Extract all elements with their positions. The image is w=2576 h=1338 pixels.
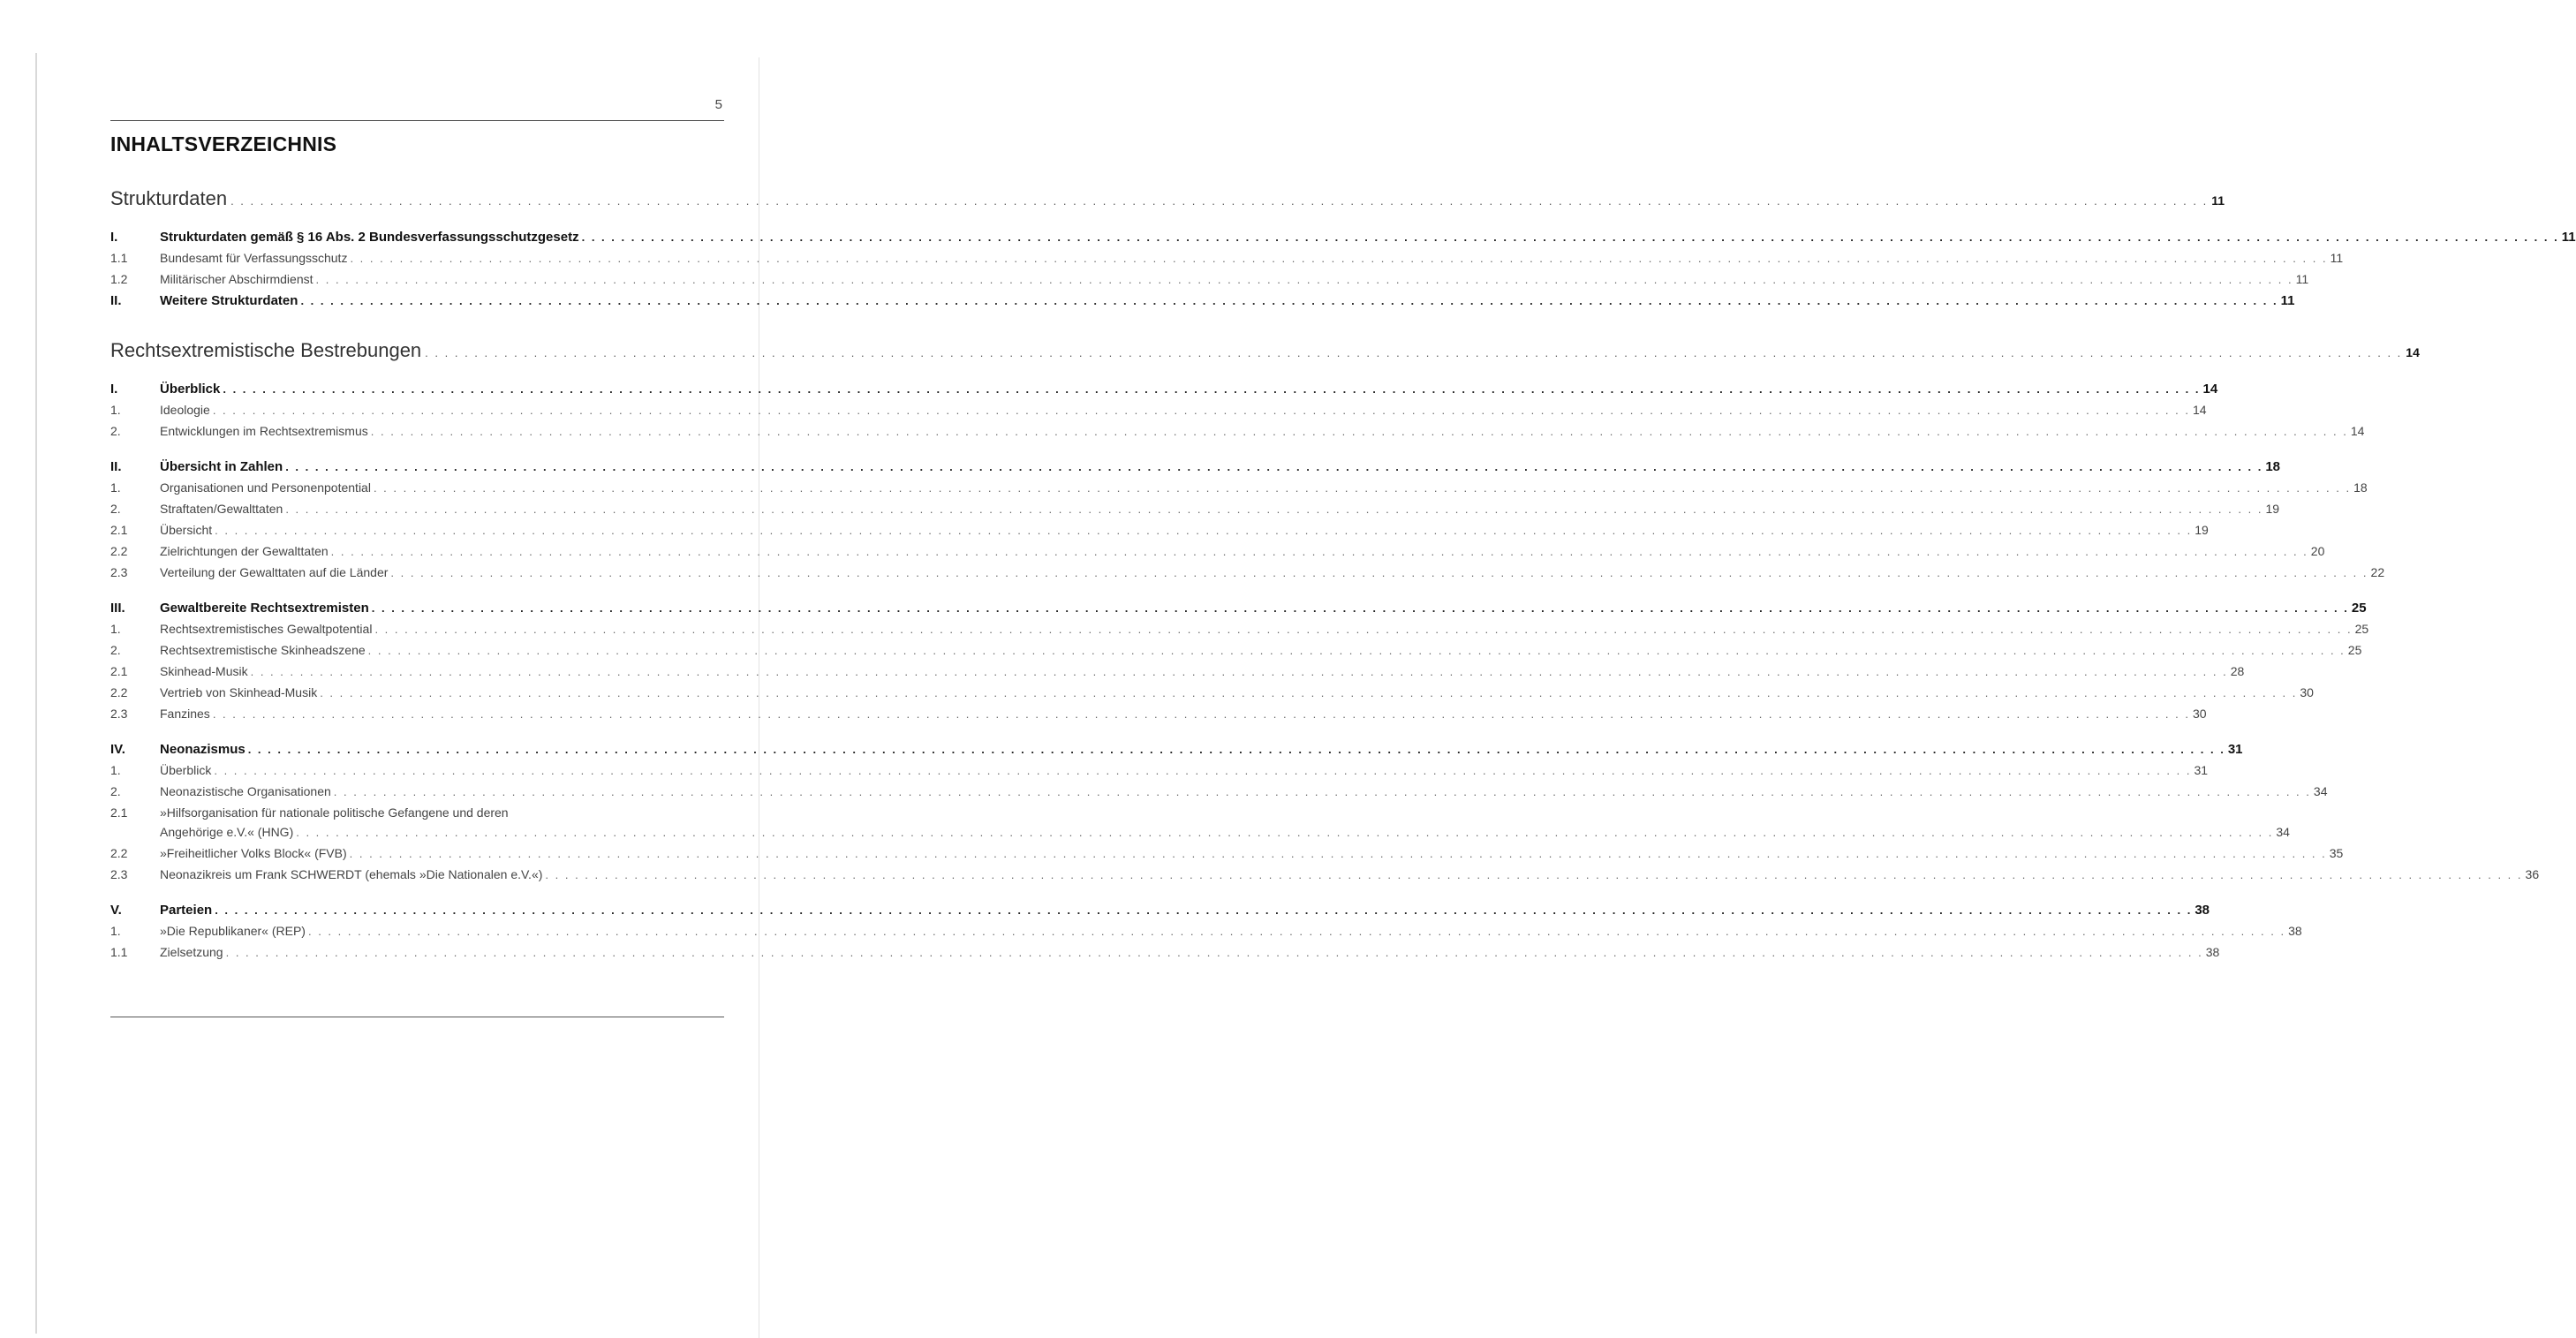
dot-leader: . . . . . . . . . . . . . . . . . . . . . . . . . . . . . . . . . . . . . . . . . . . . . . . . . . . . . . . . . . . . . . . . . . . . . . . . . . . . . . . . . . . . . . . . . . . . . . . . . . . . . . . . . . . . . . . . . . . . . . . . . . . . . . . . . . . . . . . . . . . . . . . . . . . . . . . . . . . . . . . . . . . . . . . . . . . . . . . . . . . . . . . . . . . . . . . . . . . . . . . . [374,623,2353,636]
dot-leader: . . . . . . . . . . . . . . . . . . . . . . . . . . . . . . . . . . . . . . . . . . . . . . . . . . . . . . . . . . . . . . . . . . . . . . . . . . . . . . . . . . . . . . . . . . . . . . . . . . . . . . . . . . . . . . . . . . . . . . . . . . . . . . . . . . . . . . . . . . . . . . . . . . . . . . . . . . . . . . . . . . . . . . . . . . . . . . . . . . . . . . . . . . . . . . . . . . . . . . . . [285,503,2263,516]
entry-page-number: 25 [2354,622,2369,636]
toc-chapter-entry[interactable] [110,742,2243,763]
entry-label: Neonazismus [160,742,246,757]
toc-entry[interactable] [110,544,2325,565]
dot-leader: . . . . . . . . . . . . . . . . . . . . . . . . . . . . . . . . . . . . . . . . . . . . . . . . . . . . . . . . . . . . . . . . . . . . . . . . . . . . . . . . . . . . . . . . . . . . . . . . . . . . . . . . . . . . . . . . . . . . . . . . . . . . . . . . . . . . . . . . . . . . . . . . . . . . . . . . . . . . . . . . . . . . . . . . . . . . . . . . . . . . . . . . . . . . . . . . . . . . . . . . [212,707,2190,721]
toc-chapter-entry[interactable] [110,903,2210,924]
entry-label: Straftaten/Gewalttaten [160,502,283,516]
entry-label: Ideologie [160,403,210,417]
toc-chapter-entry[interactable] [110,293,2295,314]
entry-number: 2. [110,502,121,516]
page-title: INHALTSVERZEICHNIS [110,132,337,155]
dot-leader: . . . . . . . . . . . . . . . . . . . . . . . . . . . . . . . . . . . . . . . . . . . . . . . . . . . . . . . . . . . . . . . . . . . . . . . . . . . . . . . . . . . . . . . . . . . . . . . . . . . . . . . . . . . . . . . . . . . . . . . . . . . . . . . . . . . . . . . . . . . . . . . . . . . . . . . . . . . . . . . . . . . . . . . . . . . . . . . . . . . . . . . . . . . . . . . . . . . . . . . . [349,847,2327,860]
toc-chapter-entry[interactable] [110,601,2367,622]
entry-label: Skinhead-Musik [160,664,248,678]
entry-page-number: 11 [2561,230,2576,245]
toc-entry-continuation[interactable] [110,825,2290,846]
toc-chapter-entry[interactable] [110,230,2576,251]
dot-leader: . . . . . . . . . . . . . . . . . . . . . . . . . . . . . . . . . . . . . . . . . . . . . . . . . . . . . . . . . . . . . . . . . . . . . . . . . . . . . . . . . . . . . . . . . . . . . . . . . . . . . . . . . . . . . . . . . . . . . . . . . . . . . . . . . . . . . . . . . . . . . . . . . . . . . . . . . . . . . . . . . . . . . . . . . . . . . . . . . . . . . . . . . . . . . . . . . . . . . . . . [223,382,2201,396]
entry-page-number: 14 [2350,424,2365,438]
toc-group [110,459,2385,586]
entry-number: 2.3 [110,707,128,721]
table-of-contents [110,187,2576,966]
entry-label: Neonazikreis um Frank SCHWERDT (ehemals »Die Nationalen e.V.«) [160,867,543,881]
entry-page-number: 11 [2330,251,2344,265]
entry-number: 1. [110,763,121,777]
entry-label: Überblick [160,382,221,397]
entry-page-number: 30 [2300,685,2314,699]
section-page-number: 14 [2406,345,2420,359]
entry-number: 2.2 [110,685,128,699]
entry-number: IV. [110,742,125,757]
entry-number: III. [110,601,125,616]
entry-label: Neonazistische Organisationen [160,784,331,798]
entry-number: 2.1 [110,664,128,678]
toc-group [110,382,2365,445]
entry-label: »Hilfsorganisation für nationale politische Gefangene und deren [160,805,509,820]
dot-leader: . . . . . . . . . . . . . . . . . . . . . . . . . . . . . . . . . . . . . . . . . . . . . . . . . . . . . . . . . . . . . . . . . . . . . . . . . . . . . . . . . . . . . . . . . . . . . . . . . . . . . . . . . . . . . . . . . . . . . . . . . . . . . . . . . . . . . . . . . . . . . . . . . . . . . . . . . . . . . . . . . . . . . . . . . . . . . . . . . . . . . . . . . . . . . . . . . . . . . . . . [215,903,2193,917]
entry-number: 2.1 [110,523,128,537]
entry-page-number: 36 [2525,867,2540,881]
dot-leader: . . . . . . . . . . . . . . . . . . . . . . . . . . . . . . . . . . . . . . . . . . . . . . . . . . . . . . . . . . . . . . . . . . . . . . . . . . . . . . . . . . . . . . . . . . . . . . . . . . . . . . . . . . . . . . . . . . . . . . . . . . . . . . . . . . . . . . . . . . . . . . . . . . . . . . . . . . . . . . . . . . . . . . . . . . . . . . . . . . . . . . . . . . . . . . . . . . . . . . . . [212,404,2190,417]
entry-label: Bundesamt für Verfassungsschutz [160,251,348,265]
toc-section-heading[interactable] [110,339,2420,362]
entry-label: Übersicht in Zahlen [160,459,283,474]
toc-group [110,601,2369,728]
toc-entry[interactable] [110,251,2344,272]
dot-leader: . . . . . . . . . . . . . . . . . . . . . . . . . . . . . . . . . . . . . . . . . . . . . . . . . . . . . . . . . . . . . . . . . . . . . . . . . . . . . . . . . . . . . . . . . . . . . . . . . . . . . . . . . . . . . . . . . . . . . . . . . . . . . . . . . . . . . . . . . . . . . . . . . . . . . . . . . . . . . . . . . . . . . . . . . . . . . . . . . . . . . . . . . . . . . . . . . . . . . . . . [545,868,2523,881]
toc-entry[interactable] [110,403,2207,424]
entry-page-number: 22 [2370,565,2385,579]
entry-number: 2.1 [110,805,128,820]
toc-entry[interactable] [110,502,2280,523]
entry-number: 1. [110,480,121,495]
dot-leader: . . . . . . . . . . . . . . . . . . . . . . . . . . . . . . . . . . . . . . . . . . . . . . . . . . . . . . . . . . . . . . . . . . . . . . . . . . . . . . . . . . . . . . . . . . . . . . . . . . . . . . . . . . . . . . . . . . . . . . . . . . . . . . . . . . . . . . . . . . . . . . . . . . . . . . . . . . . . . . . . . . . . . . . . . . . . . . . . . . . . . . . . . . . . . . . . . . . . . . . . [285,460,2263,473]
dot-leader: . . . . . . . . . . . . . . . . . . . . . . . . . . . . . . . . . . . . . . . . . . . . . . . . . . . . . . . . . . . . . . . . . . . . . . . . . . . . . . . . . . . . . . . . . . . . . . . . . . . . . . . . . . . . . . . . . . . . . . . . . . . . . . . . . . . . . . . . . . . . . . . . . . . . . . . . . . . . . . . . . . . . . . . . . . . . . . . . . . . . . . . . . . . . . . . . . . . . . . . . [250,665,2228,678]
entry-label: Rechtsextremistisches Gewaltpotential [160,622,373,636]
dot-leader: . . . . . . . . . . . . . . . . . . . . . . . . . . . . . . . . . . . . . . . . . . . . . . . . . . . . . . . . . . . . . . . . . . . . . . . . . . . . . . . . . . . . . . . . . . . . . . . . . . . . . . . . . . . . . . . . . . . . . . . . . . . . . . . . . . . . . . . . . . . . . . . . . . . . . . . . . . . . . . . . . . . . . . . . . . . . . . . . . . . . . . . . . . . . . . . . . . . . . . . . [247,743,2225,756]
toc-entry[interactable] [110,664,2245,685]
dot-leader: . . . . . . . . . . . . . . . . . . . . . . . . . . . . . . . . . . . . . . . . . . . . . . . . . . . . . . . . . . . . . . . . . . . . . . . . . . . . . . . . . . . . . . . . . . . . . . . . . . . . . . . . . . . . . . . . . . . . . . . . . . . . . . . . . . . . . . . . . . . . . . . . . . . . . . . . . . . . . . . . . . . . . . . . . . . . . . . . . . . . . . . . . . . . . . . . . . . . . . . . [371,601,2349,615]
entry-number: 2.2 [110,544,128,558]
toc-entry[interactable] [110,805,724,825]
toc-entry[interactable] [110,763,2209,784]
entry-page-number: 34 [2313,784,2328,798]
toc-entry[interactable] [110,945,2220,966]
dot-leader: . . . . . . . . . . . . . . . . . . . . . . . . . . . . . . . . . . . . . . . . . . . . . . . . . . . . . . . . . . . . . . . . . . . . . . . . . . . . . . . . . . . . . . . . . . . . . . . . . . . . . . . . . . . . . . . . . . . . . . . . . . . . . . . . . . . . . . . . . . . . . . . . . . . . . . . . . . . . . . . . . . . . . . . . . . . . . . . . . . . . . . . . . . . . . . . . . . . . . . . . [230,194,2209,208]
entry-page-number: 25 [2351,601,2367,616]
entry-page-number: 30 [2192,707,2207,721]
dot-leader: . . . . . . . . . . . . . . . . . . . . . . . . . . . . . . . . . . . . . . . . . . . . . . . . . . . . . . . . . . . . . . . . . . . . . . . . . . . . . . . . . . . . . . . . . . . . . . . . . . . . . . . . . . . . . . . . . . . . . . . . . . . . . . . . . . . . . . . . . . . . . . . . . . . . . . . . . . . . . . . . . . . . . . . . . . . . . . . . . . . . . . . . . . . . . . . . . . . . . . . . [370,425,2348,438]
entry-number: 2. [110,643,121,657]
entry-number: 2. [110,784,121,798]
entry-page-number: 14 [2192,403,2207,417]
dot-leader: . . . . . . . . . . . . . . . . . . . . . . . . . . . . . . . . . . . . . . . . . . . . . . . . . . . . . . . . . . . . . . . . . . . . . . . . . . . . . . . . . . . . . . . . . . . . . . . . . . . . . . . . . . . . . . . . . . . . . . . . . . . . . . . . . . . . . . . . . . . . . . . . . . . . . . . . . . . . . . . . . . . . . . . . . . . . . . . . . . . . . . . . . . . . . . . . . . . . . . . . [296,826,2274,839]
toc-entry[interactable] [110,784,2328,805]
dot-leader: . . . . . . . . . . . . . . . . . . . . . . . . . . . . . . . . . . . . . . . . . . . . . . . . . . . . . . . . . . . . . . . . . . . . . . . . . . . . . . . . . . . . . . . . . . . . . . . . . . . . . . . . . . . . . . . . . . . . . . . . . . . . . . . . . . . . . . . . . . . . . . . . . . . . . . . . . . . . . . . . . . . . . . . . . . . . . . . . . . . . . . . . . . . . . . . . . . . . . . . . [350,252,2328,265]
toc-section-heading[interactable] [110,187,2225,210]
entry-page-number: 28 [2230,664,2245,678]
toc-chapter-entry[interactable] [110,459,2281,480]
entry-label: Zielrichtungen der Gewalttaten [160,544,329,558]
entry-label: Fanzines [160,707,210,721]
header-rule [110,120,724,121]
entry-page-number: 25 [2347,643,2362,657]
entry-label: Weitere Strukturdaten [160,293,298,308]
entry-label: Gewaltbereite Rechtsextremisten [160,601,369,616]
entry-page-number: 35 [2329,846,2344,860]
entry-number: 2.3 [110,867,128,881]
toc-group [110,903,2302,966]
entry-label: Strukturdaten gemäß § 16 Abs. 2 Bundesverfassungsschutzgesetz [160,230,579,245]
entry-page-number: 19 [2195,523,2209,537]
entry-number: 1.1 [110,945,128,959]
entry-page-number: 19 [2265,502,2280,516]
entry-page-number: 20 [2310,544,2325,558]
entry-number: I. [110,230,118,245]
dot-leader: . . . . . . . . . . . . . . . . . . . . . . . . . . . . . . . . . . . . . . . . . . . . . . . . . . . . . . . . . . . . . . . . . . . . . . . . . . . . . . . . . . . . . . . . . . . . . . . . . . . . . . . . . . . . . . . . . . . . . . . . . . . . . . . . . . . . . . . . . . . . . . . . . . . . . . . . . . . . . . . . . . . . . . . . . . . . . . . . . . . . . . . . . . . . . . . . . . . . . . . . [330,545,2308,558]
dot-leader: . . . . . . . . . . . . . . . . . . . . . . . . . . . . . . . . . . . . . . . . . . . . . . . . . . . . . . . . . . . . . . . . . . . . . . . . . . . . . . . . . . . . . . . . . . . . . . . . . . . . . . . . . . . . . . . . . . . . . . . . . . . . . . . . . . . . . . . . . . . . . . . . . . . . . . . . . . . . . . . . . . . . . . . . . . . . . . . . . . . . . . . . . . . . . . . . . . . . . . . . [581,231,2559,244]
toc-entry[interactable] [110,846,2344,867]
entry-number: 1. [110,924,121,938]
dot-leader: . . . . . . . . . . . . . . . . . . . . . . . . . . . . . . . . . . . . . . . . . . . . . . . . . . . . . . . . . . . . . . . . . . . . . . . . . . . . . . . . . . . . . . . . . . . . . . . . . . . . . . . . . . . . . . . . . . . . . . . . . . . . . . . . . . . . . . . . . . . . . . . . . . . . . . . . . . . . . . . . . . . . . . . . . . . . . . . . . . . . . . . . . . . . . . . . . . . . . . . . [425,346,2403,359]
entry-number: 1. [110,622,121,636]
entry-label: Zielsetzung [160,945,223,959]
entry-label: »Die Republikaner« (REP) [160,924,306,938]
dot-leader: . . . . . . . . . . . . . . . . . . . . . . . . . . . . . . . . . . . . . . . . . . . . . . . . . . . . . . . . . . . . . . . . . . . . . . . . . . . . . . . . . . . . . . . . . . . . . . . . . . . . . . . . . . . . . . . . . . . . . . . . . . . . . . . . . . . . . . . . . . . . . . . . . . . . . . . . . . . . . . . . . . . . . . . . . . . . . . . . . . . . . . . . . . . . . . . . . . . . . . . . [214,764,2192,777]
toc-group [110,742,2540,888]
dot-leader: . . . . . . . . . . . . . . . . . . . . . . . . . . . . . . . . . . . . . . . . . . . . . . . . . . . . . . . . . . . . . . . . . . . . . . . . . . . . . . . . . . . . . . . . . . . . . . . . . . . . . . . . . . . . . . . . . . . . . . . . . . . . . . . . . . . . . . . . . . . . . . . . . . . . . . . . . . . . . . . . . . . . . . . . . . . . . . . . . . . . . . . . . . . . . . . . . . . . . . . . [315,273,2293,286]
entry-label: Parteien [160,903,213,918]
entry-label: Militärischer Abschirmdienst [160,272,314,286]
entry-page-number: 11 [2280,293,2295,308]
toc-entry[interactable] [110,685,2314,707]
entry-page-number: 34 [2276,825,2290,839]
dot-leader: . . . . . . . . . . . . . . . . . . . . . . . . . . . . . . . . . . . . . . . . . . . . . . . . . . . . . . . . . . . . . . . . . . . . . . . . . . . . . . . . . . . . . . . . . . . . . . . . . . . . . . . . . . . . . . . . . . . . . . . . . . . . . . . . . . . . . . . . . . . . . . . . . . . . . . . . . . . . . . . . . . . . . . . . . . . . . . . . . . . . . . . . . . . . . . . . . . . . . . . . [320,686,2298,699]
dot-leader: . . . . . . . . . . . . . . . . . . . . . . . . . . . . . . . . . . . . . . . . . . . . . . . . . . . . . . . . . . . . . . . . . . . . . . . . . . . . . . . . . . . . . . . . . . . . . . . . . . . . . . . . . . . . . . . . . . . . . . . . . . . . . . . . . . . . . . . . . . . . . . . . . . . . . . . . . . . . . . . . . . . . . . . . . . . . . . . . . . . . . . . . . . . . . . . . . . . . . . . . [390,566,2368,579]
toc-entry[interactable] [110,924,2302,945]
toc-entry[interactable] [110,424,2365,445]
entry-number: 2.2 [110,846,128,860]
entry-label-continuation: Angehörige e.V.« (HNG) [160,825,294,839]
dot-leader: . . . . . . . . . . . . . . . . . . . . . . . . . . . . . . . . . . . . . . . . . . . . . . . . . . . . . . . . . . . . . . . . . . . . . . . . . . . . . . . . . . . . . . . . . . . . . . . . . . . . . . . . . . . . . . . . . . . . . . . . . . . . . . . . . . . . . . . . . . . . . . . . . . . . . . . . . . . . . . . . . . . . . . . . . . . . . . . . . . . . . . . . . . . . . . . . . . . . . . . . [367,644,2346,657]
entry-page-number: 18 [2353,480,2368,495]
toc-entry[interactable] [110,480,2368,502]
entry-page-number: 14 [2202,382,2218,397]
entry-page-number: 38 [2288,924,2302,938]
dot-leader: . . . . . . . . . . . . . . . . . . . . . . . . . . . . . . . . . . . . . . . . . . . . . . . . . . . . . . . . . . . . . . . . . . . . . . . . . . . . . . . . . . . . . . . . . . . . . . . . . . . . . . . . . . . . . . . . . . . . . . . . . . . . . . . . . . . . . . . . . . . . . . . . . . . . . . . . . . . . . . . . . . . . . . . . . . . . . . . . . . . . . . . . . . . . . . . . . . . . . . . . [215,524,2193,537]
entry-number: I. [110,382,118,397]
entry-label: Organisationen und Personenpotential [160,480,371,495]
entry-page-number: 18 [2265,459,2281,474]
toc-entry[interactable] [110,707,2207,728]
entry-label: Überblick [160,763,212,777]
toc-group [110,230,2576,314]
section-title: Strukturdaten [110,187,228,209]
entry-page-number: 31 [2227,742,2243,757]
entry-label: Vertrieb von Skinhead-Musik [160,685,318,699]
entry-number: II. [110,459,122,474]
entry-label: »Freiheitlicher Volks Block« (FVB) [160,846,347,860]
dot-leader: . . . . . . . . . . . . . . . . . . . . . . . . . . . . . . . . . . . . . . . . . . . . . . . . . . . . . . . . . . . . . . . . . . . . . . . . . . . . . . . . . . . . . . . . . . . . . . . . . . . . . . . . . . . . . . . . . . . . . . . . . . . . . . . . . . . . . . . . . . . . . . . . . . . . . . . . . . . . . . . . . . . . . . . . . . . . . . . . . . . . . . . . . . . . . . . . . . . . . . . . [373,481,2352,495]
toc-entry[interactable] [110,565,2385,586]
entry-number: 2.3 [110,565,128,579]
page-binding-edge [35,53,41,1334]
entry-number: 1.2 [110,272,128,286]
dot-leader: . . . . . . . . . . . . . . . . . . . . . . . . . . . . . . . . . . . . . . . . . . . . . . . . . . . . . . . . . . . . . . . . . . . . . . . . . . . . . . . . . . . . . . . . . . . . . . . . . . . . . . . . . . . . . . . . . . . . . . . . . . . . . . . . . . . . . . . . . . . . . . . . . . . . . . . . . . . . . . . . . . . . . . . . . . . . . . . . . . . . . . . . . . . . . . . . . . . . . . . . [307,925,2286,938]
entry-number: 2. [110,424,121,438]
entry-page-number: 11 [2295,272,2309,286]
entry-number: 1. [110,403,121,417]
dot-leader: . . . . . . . . . . . . . . . . . . . . . . . . . . . . . . . . . . . . . . . . . . . . . . . . . . . . . . . . . . . . . . . . . . . . . . . . . . . . . . . . . . . . . . . . . . . . . . . . . . . . . . . . . . . . . . . . . . . . . . . . . . . . . . . . . . . . . . . . . . . . . . . . . . . . . . . . . . . . . . . . . . . . . . . . . . . . . . . . . . . . . . . . . . . . . . . . . . . . . . . . [333,785,2311,798]
section-page-number: 11 [2211,193,2225,208]
toc-entry[interactable] [110,272,2309,293]
toc-entry[interactable] [110,622,2369,643]
toc-chapter-entry[interactable] [110,382,2218,403]
section-title: Rechtsextremistische Bestrebungen [110,339,422,361]
entry-number: II. [110,293,122,308]
entry-label: Entwicklungen im Rechtsextremismus [160,424,368,438]
toc-entry[interactable] [110,867,2540,888]
entry-number: V. [110,903,122,918]
entry-label: Rechtsextremistische Skinheadszene [160,643,366,657]
entry-page-number: 38 [2205,945,2220,959]
entry-label: Übersicht [160,523,213,537]
entry-page-number: 38 [2195,903,2210,918]
toc-entry[interactable] [110,523,2209,544]
toc-entry[interactable] [110,643,2362,664]
entry-label: Verteilung der Gewalttaten auf die Länder [160,565,389,579]
page-number: 5 [714,97,722,112]
dot-leader: . . . . . . . . . . . . . . . . . . . . . . . . . . . . . . . . . . . . . . . . . . . . . . . . . . . . . . . . . . . . . . . . . . . . . . . . . . . . . . . . . . . . . . . . . . . . . . . . . . . . . . . . . . . . . . . . . . . . . . . . . . . . . . . . . . . . . . . . . . . . . . . . . . . . . . . . . . . . . . . . . . . . . . . . . . . . . . . . . . . . . . . . . . . . . . . . . . . . . . . . [300,294,2278,307]
entry-page-number: 31 [2194,763,2209,777]
dot-leader: . . . . . . . . . . . . . . . . . . . . . . . . . . . . . . . . . . . . . . . . . . . . . . . . . . . . . . . . . . . . . . . . . . . . . . . . . . . . . . . . . . . . . . . . . . . . . . . . . . . . . . . . . . . . . . . . . . . . . . . . . . . . . . . . . . . . . . . . . . . . . . . . . . . . . . . . . . . . . . . . . . . . . . . . . . . . . . . . . . . . . . . . . . . . . . . . . . . . . . . . [225,946,2203,959]
entry-number: 1.1 [110,251,128,265]
